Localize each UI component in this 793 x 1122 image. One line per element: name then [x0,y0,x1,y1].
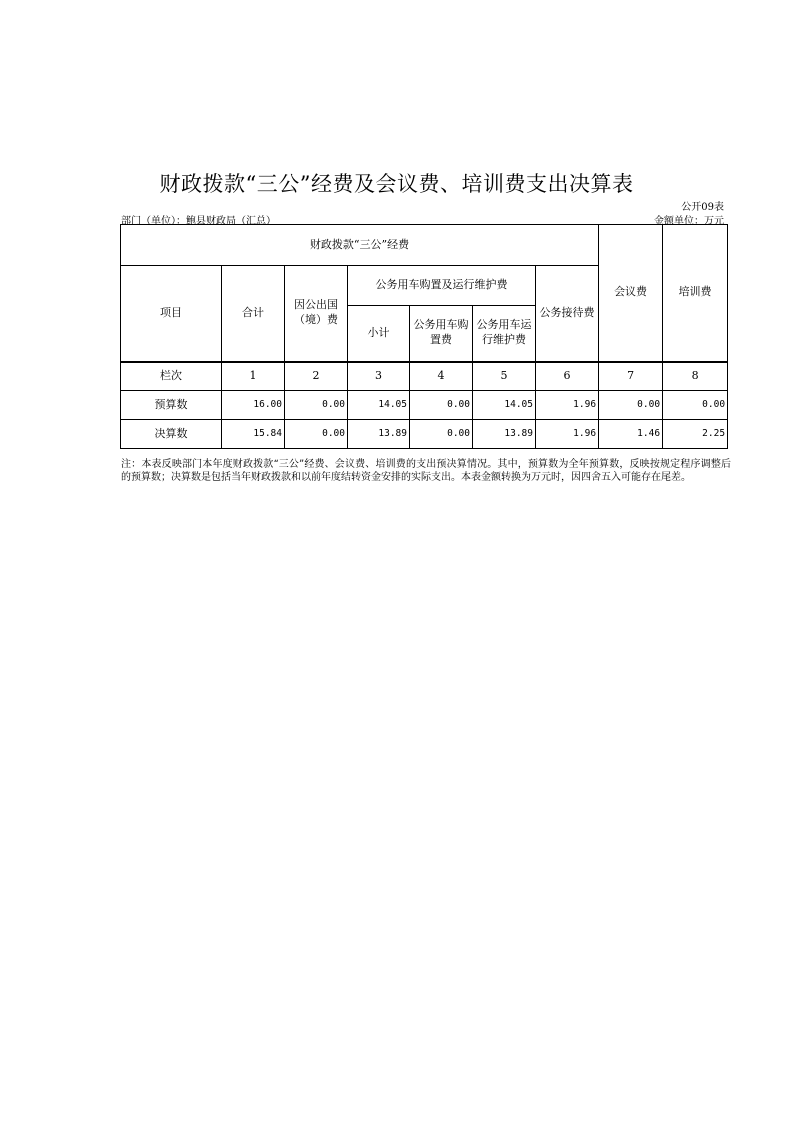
header-vehicle-purchase-line2: 置费 [430,333,452,347]
report-title: 财政拨款“三公”经费及会议费、培训费支出决算表 [159,172,634,196]
header-abroad-line1: 因公出国 [294,298,338,312]
header-total: 合计 [222,266,285,362]
index-cell: 8 [663,362,728,391]
header-vehicle-operation [473,306,536,362]
index-cell: 3 [348,362,410,391]
amount-unit-label: 金额单位：万元 [654,216,724,227]
index-cell: 5 [473,362,536,391]
form-code: 公开09表 [681,202,724,213]
header-project: 项目 [121,266,222,362]
index-cell: 7 [599,362,663,391]
budget-vehicle-purchase: 0.00 [410,391,473,420]
header-meeting: 会议费 [599,225,663,362]
budget-vehicle-subtotal: 14.05 [348,391,410,420]
row-label-budget: 预算数 [121,391,222,420]
budget-total: 16.00 [222,391,285,420]
row-label-actual: 决算数 [121,420,222,449]
index-cell: 1 [222,362,285,391]
actual-vehicle-subtotal: 13.89 [348,420,410,449]
index-row-label: 栏次 [121,362,222,391]
budget-training: 0.00 [663,391,728,420]
index-cell: 6 [536,362,599,391]
table-note: 注：本表反映部门本年度财政拨款“三公”经费、会议费、培训费的支出预决算情况。其中，预算数为全年预算数，反映按规定程序调整后的预算数；决算数是包括当年财政拨款和以前年度结转资金安排的实际支出。本表金额转换为万元时，因四舍五入可能存在尾差。 [121,459,731,483]
budget-abroad: 0.00 [285,391,348,420]
actual-vehicle-operation: 13.89 [473,420,536,449]
index-cell: 2 [285,362,348,391]
header-vehicle-purchase [410,306,473,362]
actual-training: 2.25 [663,420,728,449]
budget-vehicle-operation: 14.05 [473,391,536,420]
header-abroad-line2: （境）费 [294,313,338,327]
expenditure-table [120,224,728,449]
header-subtotal: 小计 [348,306,410,362]
header-training: 培训费 [663,225,728,362]
index-row [121,362,728,391]
header-reception: 公务接待费 [536,266,599,362]
actual-abroad: 0.00 [285,420,348,449]
department-label: 部门（单位）：鲍县财政局（汇总） [121,216,276,227]
header-vehicle: 公务用车购置及运行维护费 [348,266,536,306]
budget-reception: 1.96 [536,391,599,420]
actual-meeting: 1.46 [599,420,663,449]
header-abroad [285,266,348,362]
header-vehicle-purchase-line1: 公务用车购 [413,318,469,332]
header-vehicle-operation-line1: 公务用车运 [476,318,532,332]
header-vehicle-operation-line2: 行维护费 [482,333,526,347]
budget-meeting: 0.00 [599,391,663,420]
table-row-actual [121,420,728,449]
actual-reception: 1.96 [536,420,599,449]
actual-vehicle-purchase: 0.00 [410,420,473,449]
header-sangong: 财政拨款“三公”经费 [121,225,599,266]
index-cell: 4 [410,362,473,391]
actual-total: 15.84 [222,420,285,449]
table-row-budget [121,391,728,420]
